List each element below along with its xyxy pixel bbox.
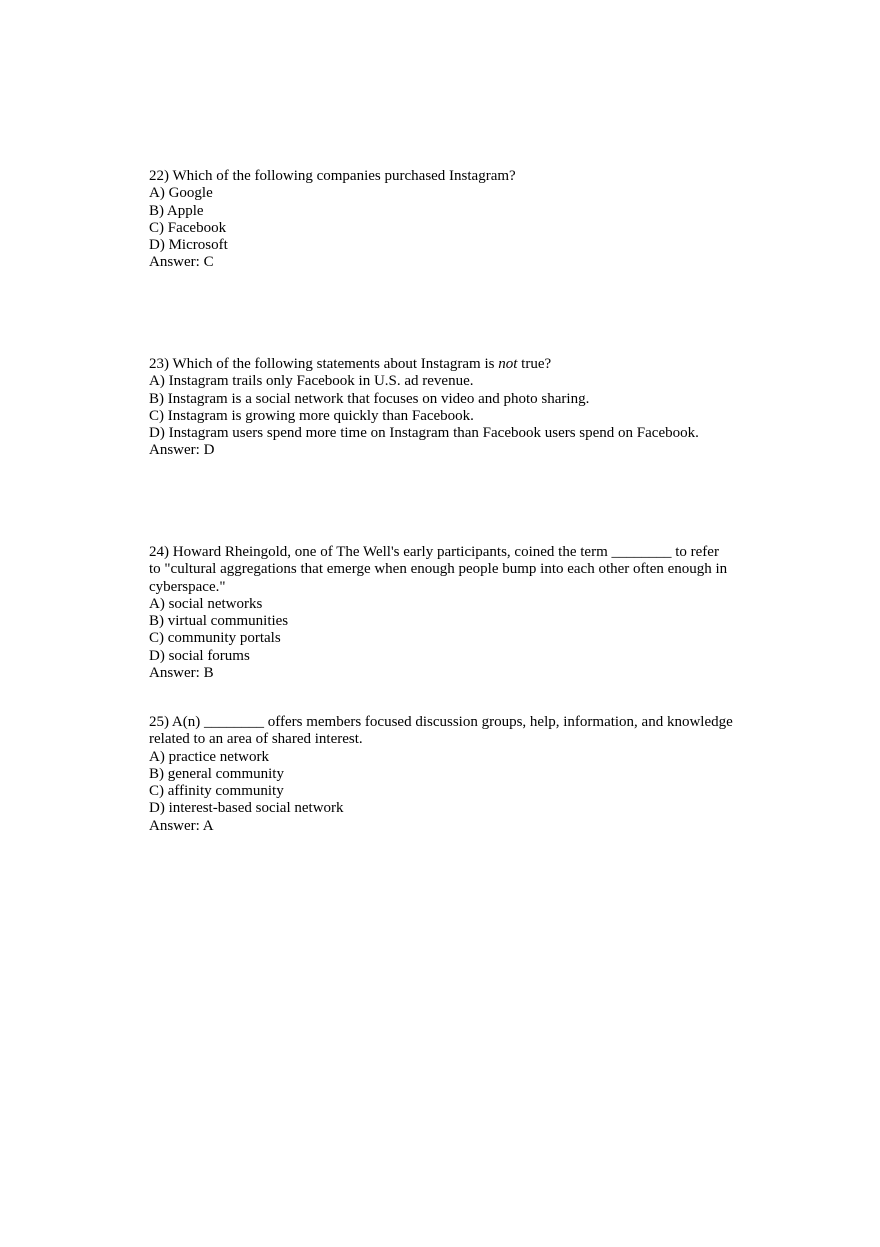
option-c: C) affinity community [149, 783, 284, 800]
question-stem-line-2: related to an area of shared interest. [149, 731, 363, 748]
option-d: D) Microsoft [149, 237, 228, 254]
option-c: C) Instagram is growing more quickly than Facebook. [149, 407, 474, 424]
option-b: B) Instagram is a social network that focuses on video and photo sharing. [149, 390, 590, 407]
option-b: B) virtual communities [149, 613, 289, 630]
question-24 [149, 544, 727, 682]
option-d: D) interest-based social network [149, 800, 344, 817]
question-stem [149, 356, 699, 373]
question-stem-line-1: 24) Howard Rheingold, one of The Well's early participants, coined the term ________ to refer [149, 544, 719, 560]
answer: Answer: C [149, 254, 214, 271]
option-c: C) community portals [149, 630, 281, 647]
stem-after: true? [517, 356, 552, 372]
question-stem: 22) Which of the following companies purchased Instagram? [149, 168, 516, 184]
option-d: D) Instagram users spend more time on Instagram than Facebook users spend on Facebook. [149, 425, 699, 442]
option-a: A) Google [149, 185, 213, 202]
question-22 [149, 168, 516, 272]
option-d: D) social forums [149, 647, 250, 664]
stem-emphasis: not [498, 356, 518, 372]
option-b: B) Apple [149, 202, 204, 219]
stem-before: 23) Which of the following statements about Instagram is [149, 356, 499, 372]
answer: Answer: D [149, 442, 215, 459]
option-c: C) Facebook [149, 219, 227, 236]
option-a: A) Instagram trails only Facebook in U.S. ad revenue. [149, 373, 474, 390]
option-a: A) social networks [149, 595, 263, 612]
question-25 [149, 714, 733, 835]
option-b: B) general community [149, 765, 284, 782]
option-a: A) practice network [149, 748, 269, 765]
question-stem-line-2: to "cultural aggregations that emerge when enough people bump into each other often enough in [149, 561, 728, 578]
question-stem-line-3: cyberspace." [149, 578, 226, 595]
answer: Answer: A [149, 817, 214, 834]
question-23 [149, 356, 699, 460]
answer: Answer: B [149, 665, 214, 682]
question-stem-line-1: 25) A(n) ________ offers members focused discussion groups, help, information, and knowledge [149, 714, 733, 730]
